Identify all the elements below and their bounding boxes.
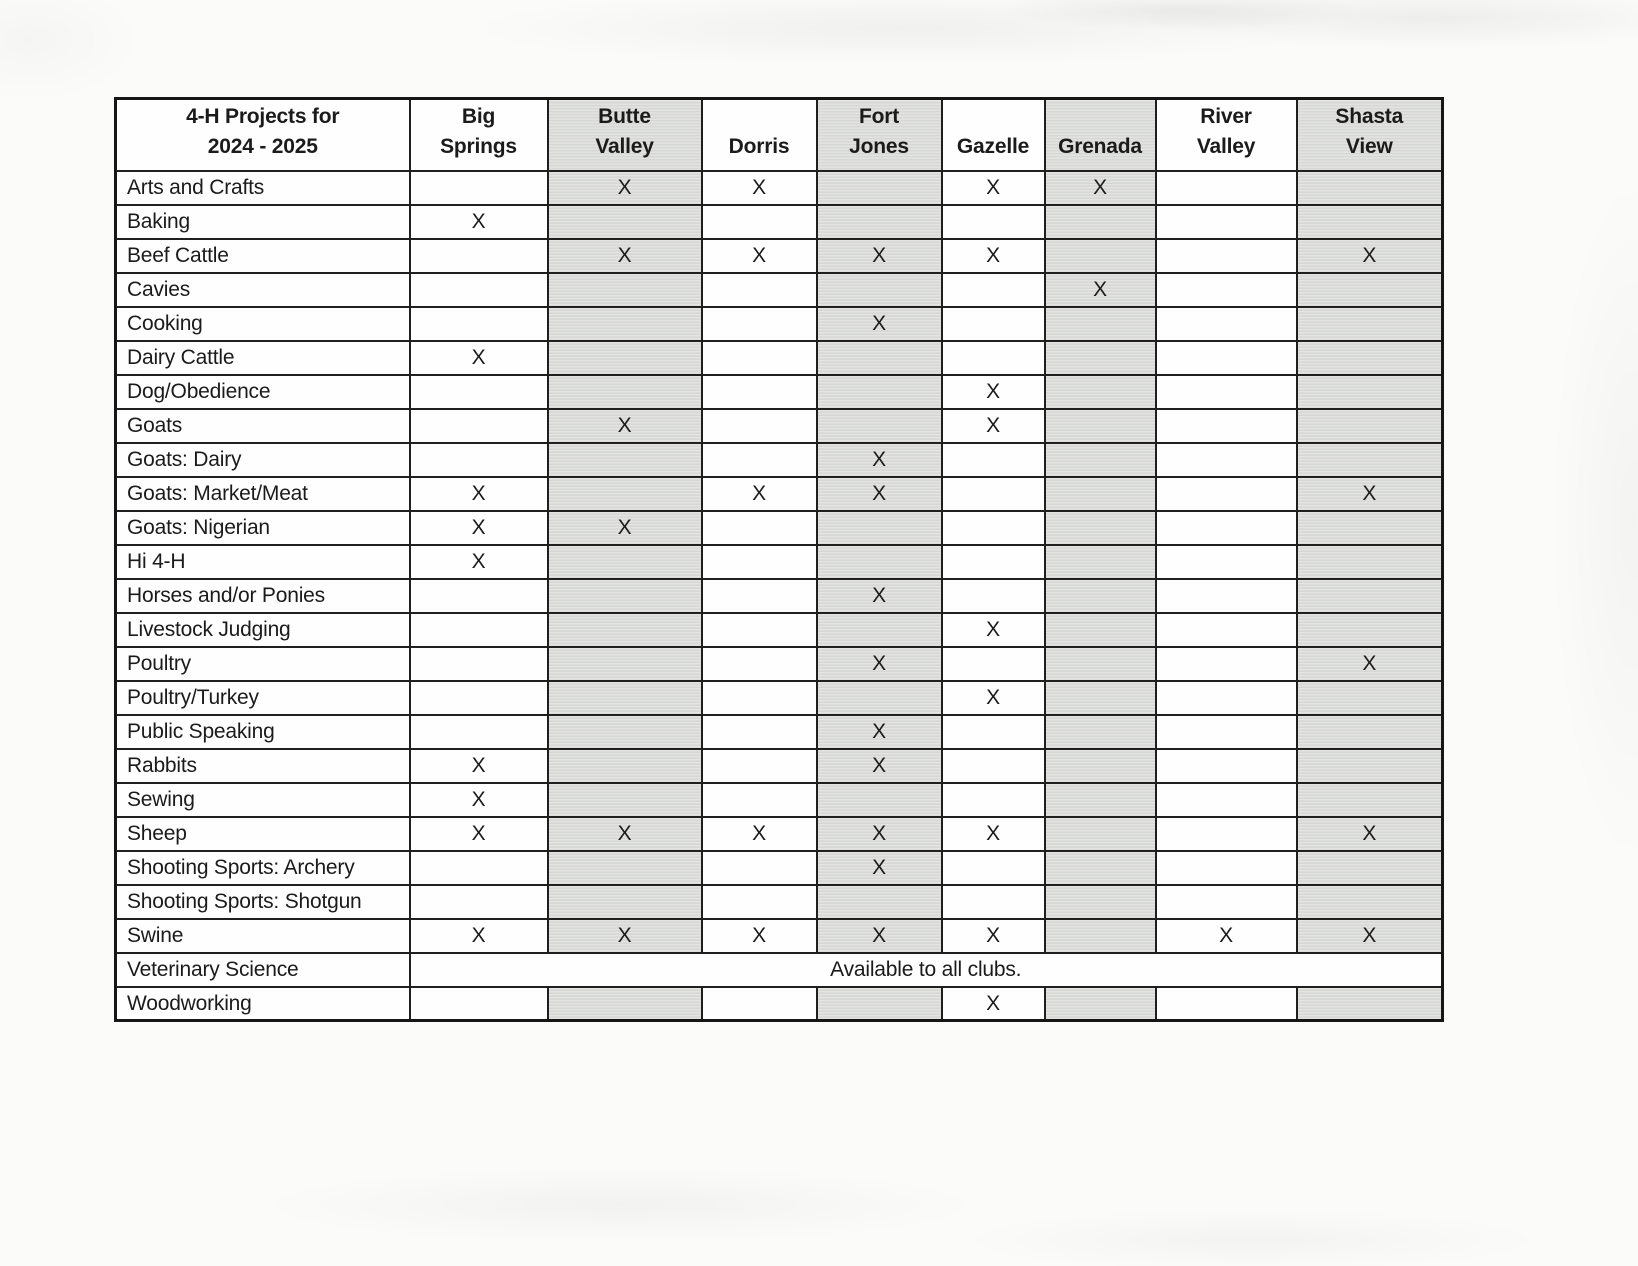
mark-cell — [942, 749, 1045, 783]
mark-cell — [1156, 477, 1297, 511]
mark-cell — [817, 273, 942, 307]
mark-cell — [942, 205, 1045, 239]
table-row — [116, 443, 1443, 477]
mark-cell — [548, 647, 702, 681]
project-cell: Arts and Crafts — [116, 171, 410, 205]
mark-cell — [548, 273, 702, 307]
mark-cell — [702, 783, 817, 817]
mark-cell — [942, 715, 1045, 749]
mark-cell: X — [410, 511, 548, 545]
mark-cell: X — [942, 171, 1045, 205]
table-row — [116, 545, 1443, 579]
mark-cell — [942, 273, 1045, 307]
mark-cell — [702, 205, 817, 239]
mark-cell — [1297, 205, 1443, 239]
mark-cell: X — [702, 239, 817, 273]
table-row — [116, 239, 1443, 273]
mark-cell — [548, 851, 702, 885]
mark-cell — [1297, 341, 1443, 375]
mark-cell — [1045, 987, 1156, 1021]
mark-cell: X — [548, 409, 702, 443]
mark-cell: X — [942, 375, 1045, 409]
table-row — [116, 579, 1443, 613]
mark-cell: X — [548, 171, 702, 205]
mark-cell — [1045, 341, 1156, 375]
project-cell: Rabbits — [116, 749, 410, 783]
mark-cell — [702, 375, 817, 409]
mark-cell — [702, 443, 817, 477]
mark-cell — [410, 239, 548, 273]
club-header: Shasta View — [1297, 99, 1443, 171]
club-header: Fort Jones — [817, 99, 942, 171]
note-cell: Available to all clubs. — [410, 953, 1443, 987]
table-row — [116, 783, 1443, 817]
table-row — [116, 477, 1443, 511]
mark-cell — [1297, 783, 1443, 817]
mark-cell — [1156, 681, 1297, 715]
mark-cell — [942, 647, 1045, 681]
table-row — [116, 647, 1443, 681]
mark-cell: X — [817, 477, 942, 511]
mark-cell — [548, 579, 702, 613]
mark-cell: X — [410, 919, 548, 953]
project-cell: Hi 4-H — [116, 545, 410, 579]
mark-cell — [1045, 885, 1156, 919]
mark-cell — [1297, 749, 1443, 783]
mark-cell — [1156, 783, 1297, 817]
mark-cell — [410, 307, 548, 341]
mark-cell: X — [410, 545, 548, 579]
mark-cell: X — [410, 205, 548, 239]
mark-cell — [1156, 647, 1297, 681]
mark-cell — [1156, 613, 1297, 647]
mark-cell: X — [702, 817, 817, 851]
mark-cell — [1156, 307, 1297, 341]
mark-cell — [410, 613, 548, 647]
mark-cell — [410, 579, 548, 613]
table-row — [116, 273, 1443, 307]
mark-cell — [1297, 715, 1443, 749]
mark-cell — [1156, 851, 1297, 885]
mark-cell — [1297, 409, 1443, 443]
project-cell: Goats — [116, 409, 410, 443]
mark-cell: X — [410, 783, 548, 817]
mark-cell — [702, 647, 817, 681]
mark-cell: X — [1297, 239, 1443, 273]
mark-cell: X — [817, 817, 942, 851]
mark-cell — [410, 715, 548, 749]
mark-cell — [1297, 443, 1443, 477]
mark-cell — [1045, 817, 1156, 851]
mark-cell — [1045, 715, 1156, 749]
mark-cell — [548, 205, 702, 239]
club-header: Dorris — [702, 99, 817, 171]
mark-cell — [942, 885, 1045, 919]
mark-cell — [548, 341, 702, 375]
mark-cell: X — [702, 477, 817, 511]
mark-cell — [1297, 613, 1443, 647]
project-cell: Swine — [116, 919, 410, 953]
table-row — [116, 409, 1443, 443]
mark-cell — [1297, 511, 1443, 545]
mark-cell: X — [942, 239, 1045, 273]
mark-cell — [548, 681, 702, 715]
mark-cell: X — [548, 511, 702, 545]
mark-cell — [1045, 681, 1156, 715]
mark-cell — [942, 579, 1045, 613]
mark-cell: X — [410, 817, 548, 851]
mark-cell: X — [548, 239, 702, 273]
mark-cell — [1156, 171, 1297, 205]
project-cell: Livestock Judging — [116, 613, 410, 647]
mark-cell — [1045, 205, 1156, 239]
club-header: Butte Valley — [548, 99, 702, 171]
project-cell: Shooting Sports: Archery — [116, 851, 410, 885]
project-cell: Goats: Market/Meat — [116, 477, 410, 511]
mark-cell — [1156, 273, 1297, 307]
mark-cell — [548, 715, 702, 749]
mark-cell — [1156, 987, 1297, 1021]
mark-cell — [1156, 545, 1297, 579]
mark-cell — [702, 987, 817, 1021]
table-row — [116, 885, 1443, 919]
mark-cell — [1045, 613, 1156, 647]
table-row — [116, 341, 1443, 375]
mark-cell: X — [1045, 171, 1156, 205]
table-body — [116, 171, 1443, 1021]
mark-cell: X — [1297, 647, 1443, 681]
mark-cell: X — [410, 341, 548, 375]
mark-cell — [1156, 817, 1297, 851]
mark-cell — [942, 307, 1045, 341]
mark-cell: X — [702, 919, 817, 953]
mark-cell — [817, 987, 942, 1021]
mark-cell — [942, 783, 1045, 817]
mark-cell — [548, 477, 702, 511]
mark-cell: X — [942, 613, 1045, 647]
project-cell: Sewing — [116, 783, 410, 817]
mark-cell — [942, 851, 1045, 885]
project-cell: Sheep — [116, 817, 410, 851]
mark-cell — [1045, 239, 1156, 273]
table-row — [116, 749, 1443, 783]
mark-cell — [702, 579, 817, 613]
mark-cell — [410, 681, 548, 715]
mark-cell — [942, 341, 1045, 375]
mark-cell: X — [410, 749, 548, 783]
table-row — [116, 987, 1443, 1021]
header-row — [116, 99, 1443, 171]
mark-cell — [548, 545, 702, 579]
mark-cell: X — [1156, 919, 1297, 953]
projects-table — [114, 97, 1444, 1022]
mark-cell — [1045, 477, 1156, 511]
table-row — [116, 851, 1443, 885]
mark-cell: X — [942, 987, 1045, 1021]
mark-cell: X — [548, 919, 702, 953]
mark-cell: X — [1297, 817, 1443, 851]
project-cell: Baking — [116, 205, 410, 239]
mark-cell — [942, 443, 1045, 477]
mark-cell — [410, 987, 548, 1021]
mark-cell — [1156, 749, 1297, 783]
mark-cell — [1045, 647, 1156, 681]
project-cell: Poultry/Turkey — [116, 681, 410, 715]
mark-cell: X — [942, 681, 1045, 715]
club-header: Grenada — [1045, 99, 1156, 171]
mark-cell — [1297, 987, 1443, 1021]
mark-cell — [1045, 307, 1156, 341]
mark-cell — [702, 511, 817, 545]
project-cell: Shooting Sports: Shotgun — [116, 885, 410, 919]
mark-cell — [1297, 307, 1443, 341]
mark-cell: X — [817, 239, 942, 273]
project-cell: Goats: Dairy — [116, 443, 410, 477]
club-header: River Valley — [1156, 99, 1297, 171]
mark-cell — [548, 885, 702, 919]
table-row — [116, 817, 1443, 851]
mark-cell: X — [942, 409, 1045, 443]
mark-cell — [1297, 579, 1443, 613]
mark-cell — [817, 171, 942, 205]
table-title-line1: 4-H Projects for — [186, 105, 340, 128]
mark-cell: X — [1297, 477, 1443, 511]
mark-cell — [817, 885, 942, 919]
mark-cell — [817, 341, 942, 375]
mark-cell: X — [942, 919, 1045, 953]
mark-cell — [702, 307, 817, 341]
project-cell: Dairy Cattle — [116, 341, 410, 375]
mark-cell — [410, 409, 548, 443]
club-header: Big Springs — [410, 99, 548, 171]
project-cell: Goats: Nigerian — [116, 511, 410, 545]
mark-cell — [942, 477, 1045, 511]
table-row — [116, 715, 1443, 749]
mark-cell — [1156, 375, 1297, 409]
mark-cell — [1045, 579, 1156, 613]
mark-cell: X — [817, 647, 942, 681]
table-row — [116, 307, 1443, 341]
mark-cell — [410, 647, 548, 681]
mark-cell — [1156, 885, 1297, 919]
mark-cell — [548, 783, 702, 817]
mark-cell: X — [817, 307, 942, 341]
mark-cell — [817, 511, 942, 545]
mark-cell — [1045, 851, 1156, 885]
table-title — [116, 99, 410, 171]
project-cell: Cooking — [116, 307, 410, 341]
mark-cell — [548, 375, 702, 409]
table-row — [116, 919, 1443, 953]
mark-cell — [942, 511, 1045, 545]
mark-cell — [817, 545, 942, 579]
mark-cell — [1156, 341, 1297, 375]
mark-cell — [1156, 511, 1297, 545]
mark-cell — [1297, 681, 1443, 715]
mark-cell — [410, 273, 548, 307]
mark-cell — [1297, 545, 1443, 579]
mark-cell — [548, 987, 702, 1021]
mark-cell — [1045, 511, 1156, 545]
mark-cell — [1045, 545, 1156, 579]
table-row — [116, 681, 1443, 715]
table-row — [116, 171, 1443, 205]
project-cell: Horses and/or Ponies — [116, 579, 410, 613]
mark-cell — [410, 851, 548, 885]
mark-cell — [1045, 919, 1156, 953]
table-row — [116, 953, 1443, 987]
mark-cell — [702, 851, 817, 885]
mark-cell — [817, 375, 942, 409]
project-cell: Beef Cattle — [116, 239, 410, 273]
mark-cell — [1156, 579, 1297, 613]
mark-cell: X — [1297, 919, 1443, 953]
mark-cell: X — [1045, 273, 1156, 307]
table-row — [116, 613, 1443, 647]
mark-cell — [817, 613, 942, 647]
mark-cell — [817, 205, 942, 239]
mark-cell — [1156, 443, 1297, 477]
mark-cell — [702, 715, 817, 749]
mark-cell: X — [817, 851, 942, 885]
mark-cell — [817, 409, 942, 443]
mark-cell — [702, 681, 817, 715]
mark-cell — [702, 273, 817, 307]
mark-cell — [1156, 239, 1297, 273]
mark-cell — [548, 613, 702, 647]
mark-cell: X — [817, 715, 942, 749]
mark-cell — [702, 341, 817, 375]
mark-cell — [702, 613, 817, 647]
mark-cell — [548, 443, 702, 477]
mark-cell — [410, 885, 548, 919]
mark-cell — [942, 545, 1045, 579]
mark-cell — [410, 171, 548, 205]
mark-cell — [702, 885, 817, 919]
mark-cell: X — [817, 749, 942, 783]
mark-cell — [702, 749, 817, 783]
mark-cell — [1297, 885, 1443, 919]
mark-cell — [1045, 443, 1156, 477]
mark-cell — [410, 443, 548, 477]
project-cell: Cavies — [116, 273, 410, 307]
mark-cell — [1045, 409, 1156, 443]
mark-cell — [702, 545, 817, 579]
mark-cell — [1156, 205, 1297, 239]
mark-cell — [817, 681, 942, 715]
project-cell: Public Speaking — [116, 715, 410, 749]
mark-cell — [1045, 783, 1156, 817]
mark-cell — [410, 375, 548, 409]
mark-cell — [1156, 409, 1297, 443]
mark-cell — [1045, 375, 1156, 409]
table-title-line2: 2024 - 2025 — [207, 135, 318, 159]
club-header: Gazelle — [942, 99, 1045, 171]
mark-cell: X — [817, 579, 942, 613]
mark-cell: X — [942, 817, 1045, 851]
project-cell: Veterinary Science — [116, 953, 410, 987]
mark-cell: X — [817, 443, 942, 477]
mark-cell — [817, 783, 942, 817]
mark-cell: X — [702, 171, 817, 205]
table-row — [116, 511, 1443, 545]
mark-cell: X — [410, 477, 548, 511]
mark-cell — [1045, 749, 1156, 783]
mark-cell — [1297, 171, 1443, 205]
project-cell: Woodworking — [116, 987, 410, 1021]
mark-cell: X — [817, 919, 942, 953]
table-row — [116, 375, 1443, 409]
mark-cell — [548, 749, 702, 783]
table-row — [116, 205, 1443, 239]
mark-cell — [1297, 375, 1443, 409]
project-cell: Dog/Obedience — [116, 375, 410, 409]
mark-cell — [548, 307, 702, 341]
mark-cell — [702, 409, 817, 443]
mark-cell — [1297, 273, 1443, 307]
mark-cell — [1156, 715, 1297, 749]
mark-cell — [1297, 851, 1443, 885]
project-cell: Poultry — [116, 647, 410, 681]
mark-cell: X — [548, 817, 702, 851]
